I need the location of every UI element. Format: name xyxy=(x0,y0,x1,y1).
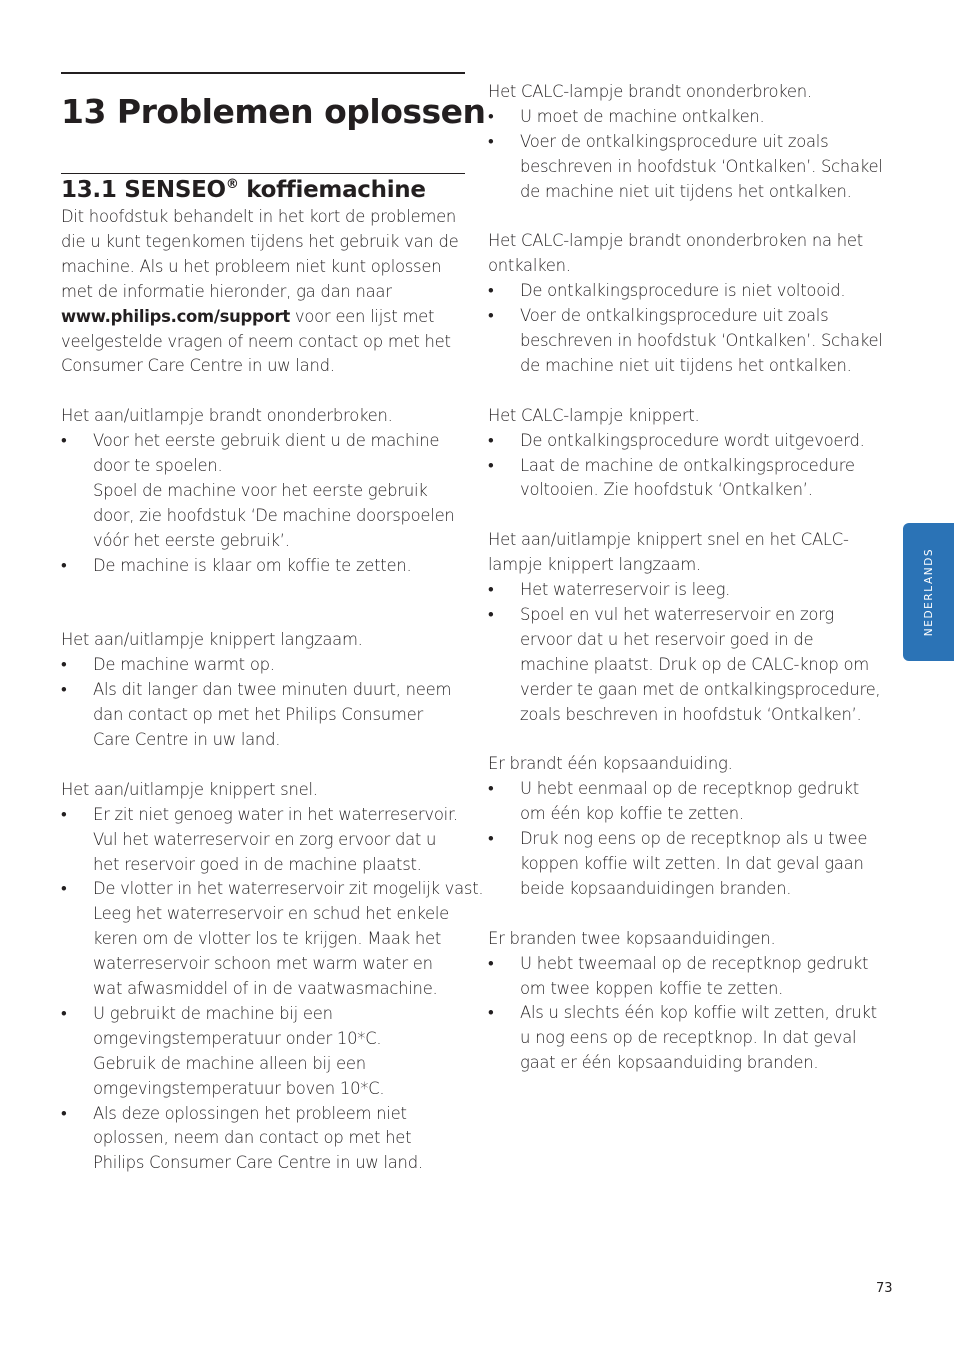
list-item-line: • Voer de ontkalkingsprocedure uit zoals xyxy=(520,131,829,151)
spacer xyxy=(488,728,888,753)
solution-list xyxy=(488,578,888,727)
intro-paragraph xyxy=(61,205,471,379)
list-item-line: Leeg het waterreservoir en schud het enkele xyxy=(93,904,450,924)
list-item xyxy=(488,105,888,130)
list-item-line: beschreven in hoofdstuk ‘Ontkalken’. Schakel xyxy=(520,331,883,351)
list-item-line: de machine niet uit tijdens het ontkalken. xyxy=(520,355,852,375)
list-item-line: door, zie hoofdstuk ‘De machine doorspoelen xyxy=(93,505,455,525)
list-item-line: omgevingstemperatuur onder 10*C. xyxy=(93,1028,382,1048)
list-item-line: Philips Consumer Care Centre in uw land. xyxy=(93,1153,423,1173)
list-item-line: • De ontkalkingsprocedure wordt uitgevoerd. xyxy=(520,430,865,450)
solution-list xyxy=(61,803,484,1177)
list-item-line: door te spoelen. xyxy=(93,456,223,476)
problem-block xyxy=(488,229,888,378)
list-item-line: u nog eens op de receptknop. In dat geval xyxy=(520,1028,857,1048)
list-item-line: vóór het eerste gebruik’. xyxy=(93,530,290,550)
list-item-line: • U gebruikt de machine bij een xyxy=(93,1003,333,1023)
problem-heading xyxy=(488,229,888,279)
list-item-line: oplossen, neem dan contact op met het xyxy=(93,1128,412,1148)
list-item-line: gaat er één kopsaanduiding branden. xyxy=(520,1053,819,1073)
list-item xyxy=(61,554,471,579)
heading-line: Het CALC-lampje brandt ononderbroken na het xyxy=(488,231,863,251)
list-item-line: • Als deze oplossingen het probleem niet xyxy=(93,1103,407,1123)
solution-list xyxy=(61,429,471,578)
list-item-line: machine plaatst. Druk op de CALC-knop om xyxy=(520,654,869,674)
problem-heading: Het aan/uitlampje knippert snel. xyxy=(61,779,318,799)
intro-line: machine. Als u het probleem niet kunt oplossen xyxy=(61,256,442,276)
list-item xyxy=(488,827,888,902)
list-item xyxy=(488,603,888,728)
list-item-line: • De machine warmt op. xyxy=(93,655,275,675)
problem-block xyxy=(61,628,471,753)
list-item xyxy=(488,578,888,603)
problem-block xyxy=(488,927,888,1076)
list-item xyxy=(488,429,888,454)
list-item xyxy=(488,304,888,379)
list-item-line: • Er zit niet genoeg water in het waterreservoir. xyxy=(93,804,458,824)
problem-heading: Het aan/uitlampje brandt ononderbroken. xyxy=(61,406,393,426)
list-item-line: dan contact op met het Philips Consumer xyxy=(93,705,423,725)
list-item xyxy=(488,279,888,304)
list-item-line: • Spoel en vul het waterreservoir en zorg xyxy=(520,604,834,624)
list-item xyxy=(488,777,888,827)
list-item xyxy=(61,678,471,753)
spacer xyxy=(61,379,471,404)
spacer xyxy=(488,205,888,230)
language-tab-label: NEDERLANDS xyxy=(922,547,935,637)
left-column xyxy=(61,205,484,1176)
solution-list xyxy=(488,279,888,379)
list-item-line: verder te gaan met de ontkalkingsprocedure, xyxy=(520,679,881,699)
list-item-line: • Als u slechts één kop koffie wilt zetten, drukt xyxy=(520,1003,877,1023)
spacer xyxy=(488,379,888,404)
list-item-line: • Druk nog eens op de receptknop als u twee xyxy=(520,829,868,849)
list-item-line: het reservoir goed in de machine plaatst. xyxy=(93,854,422,874)
solution-list xyxy=(488,105,888,205)
list-item-line: • Voer de ontkalkingsprocedure uit zoals xyxy=(520,306,829,326)
problem-block xyxy=(488,528,888,727)
problem-block xyxy=(488,80,888,205)
spacer xyxy=(61,753,471,778)
heading-line: ontkalken. xyxy=(488,256,571,276)
list-item-line: • Het waterreservoir is leeg. xyxy=(520,580,731,600)
list-item-line: ervoor dat u het reservoir goed in de xyxy=(520,629,814,649)
spacer xyxy=(488,902,888,927)
section-title-suffix: koffiemachine xyxy=(238,177,426,203)
list-item-line: de machine niet uit tijdens het ontkalken. xyxy=(520,181,852,201)
chapter-rule xyxy=(61,72,465,74)
intro-line xyxy=(61,305,471,330)
list-item-line: • De ontkalkingsprocedure is niet voltooid. xyxy=(520,281,846,301)
intro-line: die u kunt tegenkomen tijdens het gebruik van de xyxy=(61,231,459,251)
language-tab xyxy=(903,523,954,661)
chapter-title: 13 Problemen oplossen xyxy=(61,92,486,131)
list-item-line: koppen koffie wilt zetten. In dat geval gaan xyxy=(520,854,864,874)
list-item-line: om één kop koffie te zetten. xyxy=(520,804,744,824)
solution-list xyxy=(488,952,888,1077)
list-item xyxy=(61,1102,471,1177)
heading-line: Er brandt één kopsaanduiding. xyxy=(488,754,733,774)
list-item xyxy=(488,1001,888,1076)
problem-heading xyxy=(488,404,888,429)
list-item-line: Care Centre in uw land. xyxy=(93,730,281,749)
list-item-line: waterreservoir schoon met warm water en xyxy=(93,954,433,974)
page-number: 73 xyxy=(876,1281,893,1296)
list-item-line: • U moet de machine ontkalken. xyxy=(520,106,765,126)
list-item-line: • De vlotter in het waterreservoir zit mogelijk vast. xyxy=(93,879,484,899)
problem-heading xyxy=(488,80,888,105)
problem-heading xyxy=(488,927,888,952)
list-item xyxy=(61,429,471,554)
section-title-main: 13.1 SENSEO xyxy=(61,177,226,203)
list-item xyxy=(61,877,484,1002)
spacer xyxy=(488,503,888,528)
list-item-line: • Voor het eerste gebruik dient u de machine xyxy=(93,431,440,451)
section-title xyxy=(61,175,426,205)
list-item-line: keren om de vlotter los te krijgen. Maak het xyxy=(93,929,442,949)
intro-line: veelgestelde vragen of neem contact op met het xyxy=(61,331,451,351)
section-rule xyxy=(61,173,465,174)
list-item-line: Vul het waterreservoir en zorg ervoor dat u xyxy=(93,829,437,849)
list-item-line: om twee koppen koffie te zetten. xyxy=(520,978,784,998)
solution-list xyxy=(488,429,888,504)
list-item-line: omgevingstemperatuur boven 10*C. xyxy=(93,1078,385,1098)
list-item-line: • U hebt eenmaal op de receptknop gedrukt xyxy=(520,779,859,799)
problem-heading xyxy=(488,752,888,777)
list-item-line: voltooien. Zie hoofdstuk ‘Ontkalken’. xyxy=(520,480,813,500)
list-item xyxy=(488,952,888,1002)
list-item-line: • Als dit langer dan twee minuten duurt, neem xyxy=(93,680,452,700)
list-item xyxy=(488,454,888,504)
problem-block xyxy=(61,404,471,578)
problem-block xyxy=(488,752,888,901)
list-item-line: Spoel de machine voor het eerste gebruik xyxy=(93,480,428,500)
problem-block xyxy=(61,778,484,1177)
list-item-line: wat afwasmiddel of in de vaatwasmachine. xyxy=(93,979,438,999)
intro-line-rest: voor een lijst met xyxy=(289,306,435,326)
problem-block xyxy=(488,404,888,504)
heading-line: lampje knippert langzaam. xyxy=(488,555,701,575)
solution-list xyxy=(61,653,471,753)
heading-line: Het CALC-lampje knippert. xyxy=(488,405,700,425)
solution-list xyxy=(488,777,888,902)
intro-line: Dit hoofdstuk behandelt in het kort de problemen xyxy=(61,207,457,226)
list-item-line: Gebruik de machine alleen bij een xyxy=(93,1053,366,1073)
list-item-line: zoals beschreven in hoofdstuk ‘Ontkalken’. xyxy=(520,704,862,724)
heading-line: Het aan/uitlampje knippert snel en het CALC- xyxy=(488,530,849,550)
spacer xyxy=(61,579,471,629)
list-item-line: • Laat de machine de ontkalkingsprocedure xyxy=(520,455,855,475)
heading-line: Het CALC-lampje brandt ononderbroken. xyxy=(488,82,812,101)
right-column xyxy=(488,80,888,1076)
heading-line: Er branden twee kopsaanduidingen. xyxy=(488,928,776,948)
list-item xyxy=(61,1002,471,1102)
intro-line: met de informatie hieronder, ga dan naar xyxy=(61,281,392,301)
list-item xyxy=(61,653,471,678)
list-item-line: • U hebt tweemaal op de receptknop gedrukt xyxy=(520,953,869,973)
problem-heading: Het aan/uitlampje knippert langzaam. xyxy=(61,630,363,650)
list-item xyxy=(488,130,888,205)
list-item xyxy=(61,803,471,878)
list-item-line: beschreven in hoofdstuk ‘Ontkalken’. Schakel xyxy=(520,156,883,176)
list-item-line: • De machine is klaar om koffie te zetten. xyxy=(93,555,412,575)
problem-heading xyxy=(488,528,888,578)
list-item-line: beide kopsaanduidingen branden. xyxy=(520,878,792,898)
support-link[interactable]: www.philips.com/support xyxy=(61,306,290,326)
registered-mark: ® xyxy=(225,177,239,192)
intro-line: Consumer Care Centre in uw land. xyxy=(61,356,335,376)
